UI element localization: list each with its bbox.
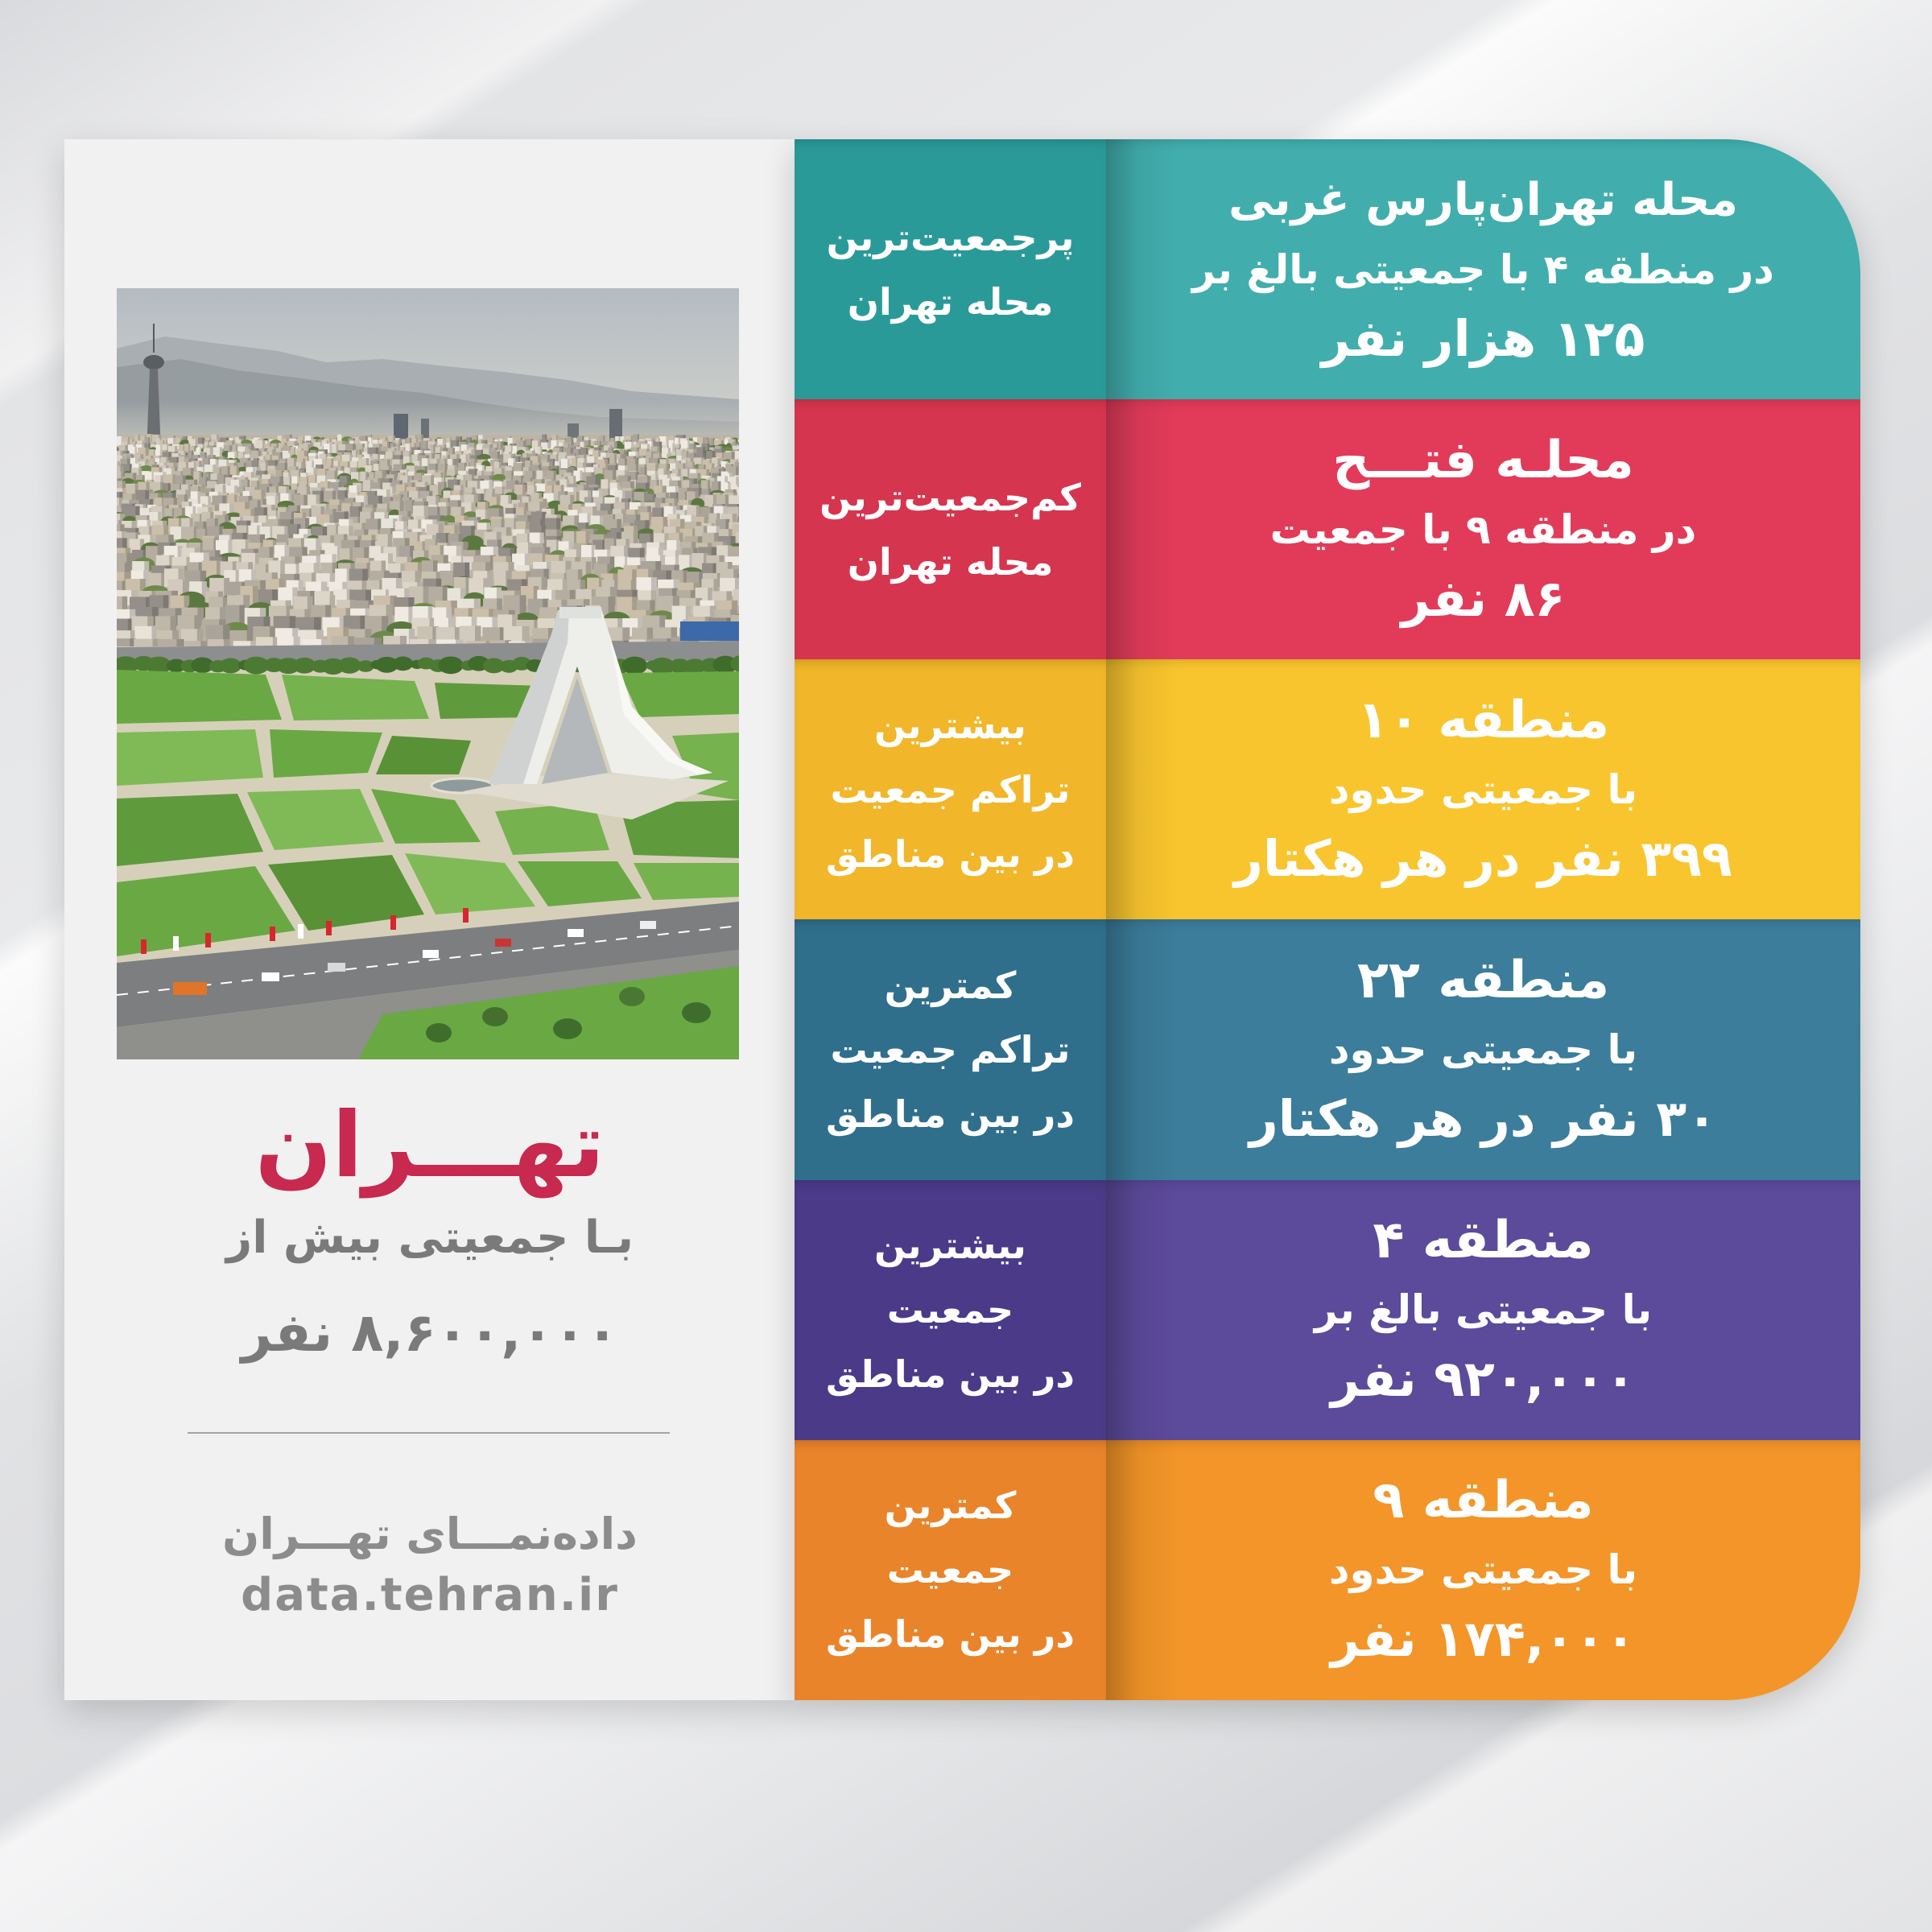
stat-row-most-populated-neighborhood [795,139,1860,399]
building-shade [168,483,171,491]
stat-label-line: جمعیت [886,1548,1014,1592]
stat-value-figure: ۳۰ نفر در هر هکتار [1249,1089,1717,1149]
building-shade [576,492,580,502]
building [737,440,739,443]
tehran-aerial-photo [117,288,739,1059]
stat-value-figure: ۸۶ نفر [1401,568,1566,628]
stat-label [795,659,1106,919]
building-shade [568,459,570,469]
building-shade [329,444,332,452]
tree [393,657,413,671]
tree [438,656,463,674]
stat-value [1106,139,1860,399]
building-shade [433,444,435,452]
building-shade [133,473,136,481]
lawn [117,729,263,786]
azadi-square-park [117,607,739,1059]
building-shade [181,526,185,539]
stat-value-figure: ۱۲۵ هزار نفر [1321,308,1645,368]
building-shade [160,450,162,456]
city-buildings [117,434,739,658]
stat-label-line: تراکم جمعیت [830,767,1071,811]
stat-label-line: تراکم جمعیت [830,1028,1071,1072]
lawn [117,670,282,724]
building-shade [237,466,239,477]
building-shade [614,441,617,449]
building-shade [718,481,720,492]
building-shade [220,447,222,456]
building-shade [194,462,196,473]
stat-label-line: محله تهران [847,539,1054,584]
stat-value [1106,919,1860,1179]
stat-value-heading: منطقه ۲۲ [1356,951,1610,1011]
building-shade [423,586,429,605]
lawn [620,671,739,717]
building-shade [614,454,616,464]
stat-value-figure: ۹۲۰,۰۰۰ نفر [1331,1349,1636,1409]
stat-label-line: محله تهران [847,279,1054,324]
stat-row-least-populated-neighborhood [795,399,1860,659]
stat-label-line: بیشترین [874,1224,1026,1268]
stat-value-heading: محلـه فتـــح [1332,430,1634,490]
city-subtitle: بـا جمعیتی بیش از [225,1212,634,1264]
building-shade [520,595,526,615]
stat-value-figure: ۱۷۴,۰۰۰ نفر [1331,1609,1636,1669]
building-shade [229,503,233,513]
lawn [376,736,471,774]
stat-label-line: پرجمعیت‌ترین [826,215,1075,259]
city-title: تهـــران [254,1093,605,1198]
building-shade [608,458,609,464]
stat-label-line: بیشترین [874,703,1026,747]
stat-label-line: در بین مناطق [826,1092,1075,1137]
stat-label [795,139,1106,399]
stat-label-line: کم‌جمعیت‌ترین [819,475,1081,519]
building-shade [559,461,561,469]
building-shade [312,461,314,469]
stat-label-line: جمعیت [886,1288,1014,1332]
stat-value-figure: ۳۹۹ نفر در هر هکتار [1234,828,1732,888]
building-shade [175,446,177,453]
stat-value-detail: در منطقه ۴ با جمعیتی بالغ بر [1192,246,1774,293]
building-shade [687,469,690,477]
stat-value-detail: با جمعیتی حدود [1328,1026,1638,1074]
stat-row-highest-density-district [795,659,1860,919]
building-shade [465,563,470,579]
stat-label [795,1180,1106,1440]
stat-label-line: در بین مناطق [826,1612,1075,1657]
building [737,487,739,497]
stat-value-detail: با جمعیتی حدود [1328,1546,1638,1594]
stat-value-detail: با جمعیتی بالغ بر [1314,1286,1653,1334]
building-shade [336,444,338,453]
building-shade [489,448,491,456]
divider [188,1432,670,1434]
building-shade [588,440,591,446]
stat-row-least-populated-district [795,1440,1860,1700]
building-shade [547,443,550,450]
building-shade [580,471,582,482]
building-shade [191,468,194,477]
building-shade [717,458,720,468]
blue-roof-building [680,621,739,641]
source-name: داده‌نمـــای تهـــران [222,1509,638,1559]
stats-panel [795,139,1860,1700]
tree [220,658,242,673]
stat-value [1106,1180,1860,1440]
city-summary-panel [64,139,795,1700]
building-shade [444,470,447,477]
building-shade [732,452,735,460]
stat-value-detail: با جمعیتی حدود [1328,766,1638,813]
stat-row-lowest-density-district [795,919,1860,1179]
building-shade [320,491,324,502]
building-shade [600,515,603,526]
stat-value-heading: منطقه ۱۰ [1356,690,1610,750]
lawn [282,675,429,720]
stat-label-line: کمترین [884,1484,1017,1528]
stat-value-heading: محله تهران‌پارس غربی [1228,173,1738,226]
stat-value-heading: منطقه ۴ [1373,1211,1594,1271]
stat-value-detail: در منطقه ۹ با جمعیت [1269,506,1697,553]
stat-label [795,919,1106,1179]
stat-row-most-populated-district [795,1180,1860,1440]
stat-value-heading: منطقه ۹ [1373,1471,1594,1531]
stat-label [795,399,1106,659]
stat-value [1106,399,1860,659]
lawn [270,729,382,778]
building-shade [438,485,441,497]
stat-label-line: در بین مناطق [826,1352,1075,1397]
stat-label-line: کمترین [884,964,1017,1008]
building-shade [196,439,198,446]
building-shade [146,448,149,456]
building-shade [594,441,596,446]
stat-label-line: در بین مناطق [826,832,1075,876]
stat-value [1106,1440,1860,1700]
tree [622,657,648,675]
city-population: ۸,۶۰۰,۰۰۰ نفر [241,1302,619,1364]
stat-label [795,1440,1106,1700]
source-url: data.tehran.ir [241,1569,619,1621]
stat-value [1106,659,1860,919]
